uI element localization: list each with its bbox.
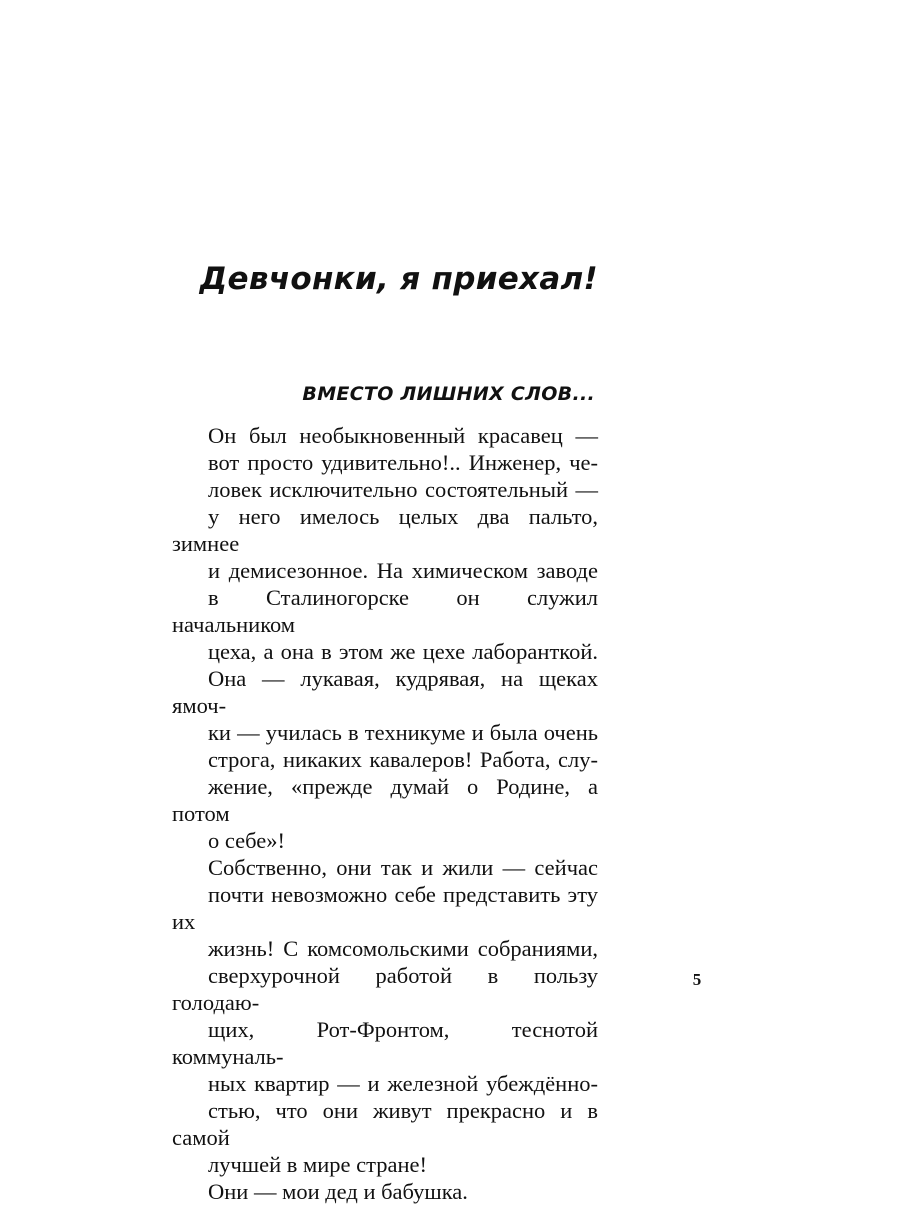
paragraph [172,854,598,1178]
text-line: ки — училась в техникуме и была очень [208,720,598,745]
text-line: и демисезонное. На химическом заводе [208,558,598,583]
text-line: Они — мои дед и бабушка. [208,1179,468,1204]
text-line: Он был необыкновенный красавец — [208,423,598,448]
section-title: ВМЕСТО ЛИШНИХ СЛОВ... [302,383,595,405]
text-line: о себе»! [208,828,286,853]
text-line: ных квартир — и железной убеждённо- [208,1071,598,1096]
chapter-title: Девчонки, я приехал! [199,261,598,297]
text-line: в Сталиногорске он служил начальником [172,585,598,637]
text-line: Она — лукавая, кудрявая, на щеках ямоч- [172,666,598,718]
text-line: вот просто удивительно!.. Инженер, че- [208,450,598,475]
text-line: у него имелось целых два пальто, зимнее [172,504,598,556]
text-line: жизнь! С комсомольскими собраниями, [208,936,598,961]
body-text [172,422,598,1205]
text-line: ловек исключительно состоятельный — [208,477,598,502]
page-number: 5 [692,970,702,989]
text-line: строга, никаких кавалеров! Работа, слу- [208,747,598,772]
text-line: стью, что они живут прекрасно и в самой [172,1098,598,1150]
paragraph [172,422,598,854]
text-line: лучшей в мире стране! [208,1152,428,1177]
text-line: сверхурочной работой в пользу голодаю- [172,963,598,1015]
text-line: Собственно, они так и жили — сейчас [208,855,598,880]
paragraph [172,1178,598,1205]
text-line: почти невозможно себе представить эту их [172,882,598,934]
text-line: цеха, а она в этом же цехе лаборанткой. [208,639,598,664]
text-line: жение, «прежде думай о Родине, а потом [172,774,598,826]
text-line: щих, Рот-Фронтом, теснотой коммуналь- [172,1017,598,1069]
